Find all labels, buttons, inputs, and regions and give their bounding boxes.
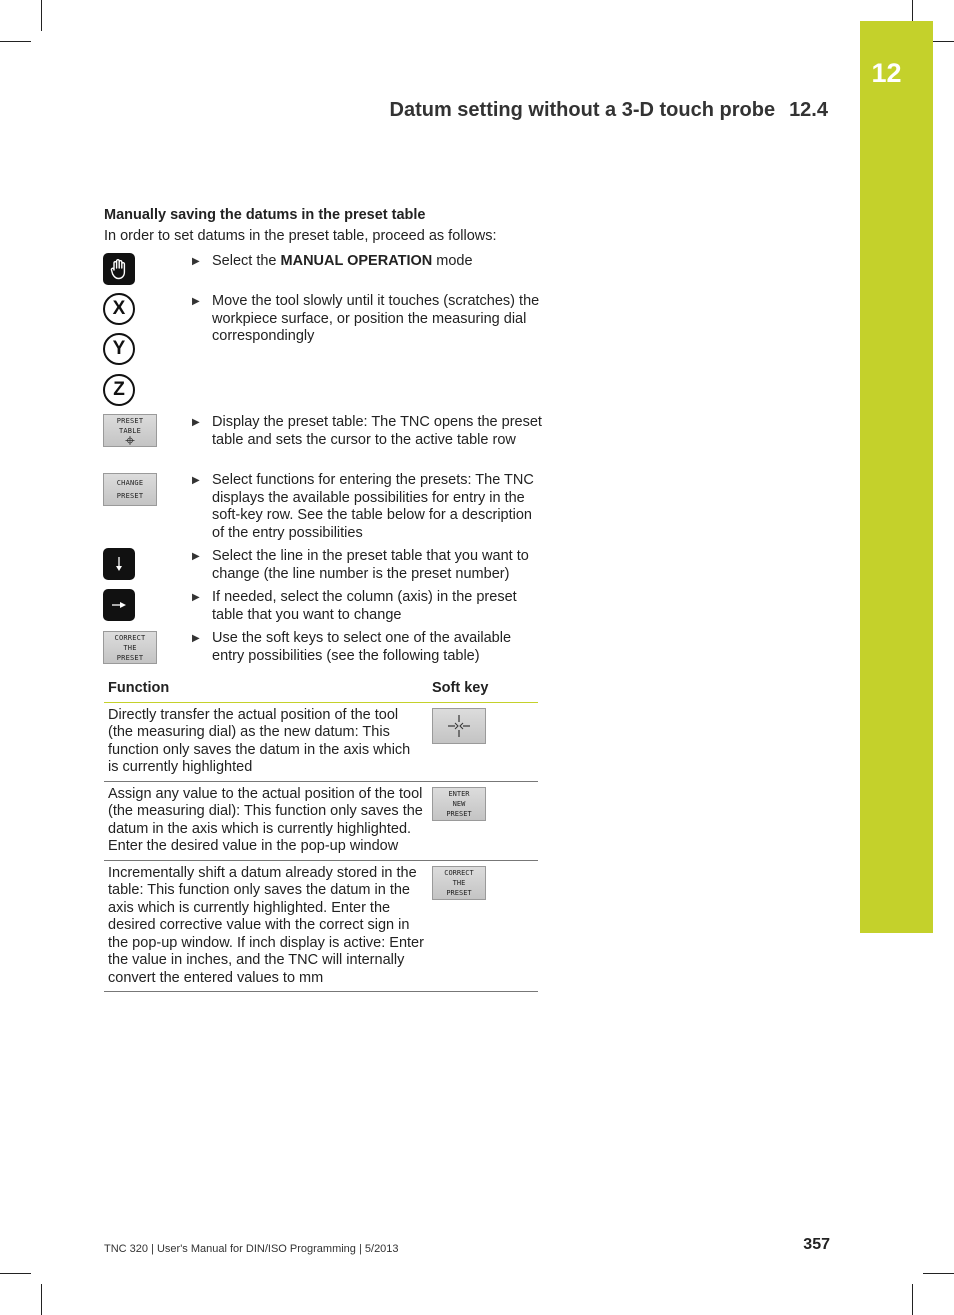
step-text: Move the tool slowly until it touches (scratches) the workpiece surface, or position the measuring dial correspondingly: [212, 293, 540, 344]
softkey-line: THE: [123, 643, 137, 652]
running-head: [390, 99, 828, 122]
softkey-line: NEW: [452, 799, 466, 808]
step-item: [192, 630, 544, 665]
softkey-line: CORRECT: [114, 633, 146, 642]
step-text: Display the preset table: The TNC opens the preset table and sets the cursor to the active table row: [212, 414, 542, 448]
preset-table-softkey: [103, 414, 157, 447]
triangle-bullet-icon: ▶: [192, 633, 200, 644]
table-cell-softkey: [428, 860, 538, 992]
axis-y-key: Y: [103, 333, 135, 365]
softkey-line: PRESET: [116, 653, 144, 662]
step-text: mode: [432, 253, 473, 269]
softkey-line: CORRECT: [444, 868, 474, 877]
step-item: [192, 472, 544, 542]
correct-the-preset-softkey: [103, 631, 157, 664]
softkey-line: PRESET: [116, 492, 144, 500]
step-item: [192, 253, 544, 271]
table-cell-function: Directly transfer the actual position of the tool (the measuring dial) as the new datum: This function only saves the datum in the axis which is currently highlighted: [104, 702, 428, 781]
footer-text: TNC 320 | User's Manual for DIN/ISO Programming | 5/2013: [104, 1243, 399, 1255]
table-cell-function: Incrementally shift a datum already stored in the table: This function only saves the datum in the axis which is currently highlighted. Enter the desired corrective value with the correct sign in the pop-up window. If inch display is active: Enter the value in inches, and the TNC will internally convert the entered values to mm: [104, 860, 428, 992]
axis-x-key: X: [103, 293, 135, 325]
arrow-right-icon: [110, 599, 128, 611]
step-item: [192, 589, 544, 624]
chapter-tab: [860, 21, 933, 933]
table-cell-softkey: [428, 781, 538, 860]
softkey-line: PRESET: [446, 809, 472, 818]
softkey-function-table: [104, 678, 538, 992]
triangle-bullet-icon: ▶: [192, 256, 200, 267]
arrow-right-key: [103, 589, 135, 621]
step-text: Select functions for entering the presets: The TNC displays the available possibilities for entry in the soft-key row. See the table below for a description of the entry possibilities: [212, 472, 534, 541]
page-number: 357: [803, 1236, 830, 1253]
table-cell-function: Assign any value to the actual position of the tool (the measuring dial): This function only saves the datum in the axis which is currently highlighted. Enter the desired value in the pop-up window: [104, 781, 428, 860]
section-heading: Manually saving the datums in the preset table: [104, 207, 426, 223]
crosshair-icon: [446, 713, 472, 739]
arrow-down-key: [103, 548, 135, 580]
step-text: Select the: [212, 253, 281, 269]
softkey-line: TABLE: [118, 427, 142, 435]
hand-icon-glyph: [109, 258, 129, 280]
softkey-line: PRESET: [116, 417, 144, 425]
enter-new-preset-softkey: [432, 787, 486, 821]
change-preset-softkey: [103, 473, 157, 506]
step-text: Select the line in the preset table that you want to change (the line number is the preset number): [212, 548, 529, 582]
triangle-bullet-icon: ▶: [192, 417, 200, 428]
triangle-bullet-icon: ▶: [192, 475, 200, 486]
crop-mark: [0, 1273, 31, 1274]
crop-mark: [923, 1273, 954, 1274]
crop-mark: [912, 1284, 913, 1315]
step-emphasis: MANUAL OPERATION: [280, 253, 433, 269]
transfer-actual-position-softkey: [432, 708, 486, 744]
correct-the-preset-table-softkey: [432, 866, 486, 900]
table-cell-softkey: [428, 702, 538, 781]
running-head-title: Datum setting without a 3-D touch probe: [389, 99, 776, 121]
step-item: [192, 414, 544, 449]
running-head-section: 12.4: [789, 99, 828, 121]
triangle-bullet-icon: ▶: [192, 592, 200, 603]
axis-z-key: Z: [103, 374, 135, 406]
crop-mark: [41, 0, 42, 31]
table-row: [104, 702, 538, 781]
table-header-row: [104, 678, 538, 702]
table-header-function: Function: [104, 678, 428, 702]
softkey-line: ENTER: [448, 789, 470, 798]
intro-text: In order to set datums in the preset table, proceed as follows:: [104, 228, 497, 244]
step-text: If needed, select the column (axis) in the preset table that you want to change: [212, 589, 517, 623]
step-item: [192, 293, 544, 346]
table-header-softkey: Soft key: [428, 678, 538, 702]
table-row: [104, 781, 538, 860]
step-text: Use the soft keys to select one of the available entry possibilities (see the following table): [212, 630, 512, 664]
crop-mark: [41, 1284, 42, 1315]
crop-mark: [912, 0, 913, 21]
chapter-number: 12: [871, 58, 902, 88]
step-item: [192, 548, 544, 583]
triangle-bullet-icon: ▶: [192, 551, 200, 562]
softkey-line: THE: [452, 878, 466, 887]
hand-icon: [103, 253, 135, 285]
softkey-line: PRESET: [446, 888, 472, 897]
arrow-down-icon: [113, 555, 125, 573]
table-row: [104, 860, 538, 992]
crop-mark: [0, 41, 31, 42]
triangle-bullet-icon: ▶: [192, 296, 200, 307]
softkey-line: CHANGE: [116, 479, 144, 487]
crosshair-small-icon: [125, 436, 135, 445]
